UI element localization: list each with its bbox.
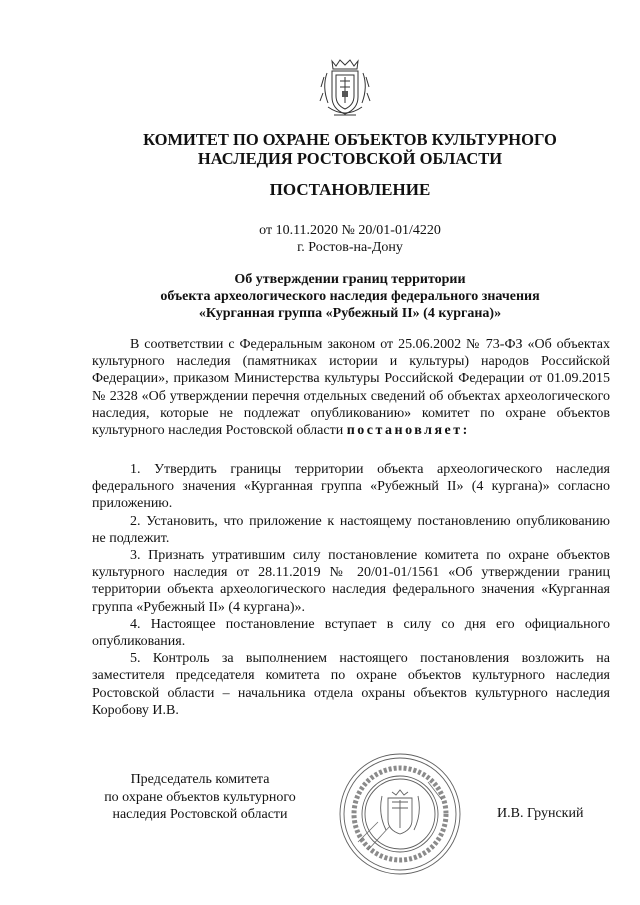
org-line-2: НАСЛЕДИЯ РОСТОВСКОЙ ОБЛАСТИ (197, 149, 503, 168)
decree-item-1: 1. Утвердить границы территории объекта археологического наследия федерального значения «Курганная группа «Рубежный II» (4 кургана)» согласно приложению. (92, 462, 610, 512)
signatory-title (80, 771, 320, 824)
decree-item-4: 4. Настоящее постановление вступает в силу со дня его официального опубликования. (92, 616, 610, 650)
document-subject (100, 271, 600, 322)
decree-items (92, 461, 610, 719)
document-meta (100, 222, 600, 256)
date-number: от 10.11.2020 № 20/01-01/4220 (259, 223, 441, 238)
official-seal-icon (338, 752, 462, 876)
signatory-title-line-3: наследия Ростовской области (112, 807, 288, 822)
decree-word: постановляет: (346, 423, 470, 439)
decree-item-2: 2. Установить, что приложение к настоящему постановлению опубликованию не подлежит. (92, 513, 610, 546)
intro-paragraph (92, 336, 610, 439)
signatory-title-line-2: по охране объектов культурного (104, 789, 296, 805)
coat-of-arms-icon (318, 57, 372, 121)
subject-line-3: «Курганная группа «Рубежный II» (4 кургана)» (198, 306, 502, 321)
organization-name (100, 130, 600, 168)
subject-line-2: объекта археологического наследия федерального значения (160, 289, 540, 304)
subject-line-1: Об утверждении границ территории (234, 272, 466, 287)
decree-item-3: 3. Признать утратившим силу постановление комитета по охране объектов культурного наследия от 28.11.2019 № 20/01-01/1561 «Об утверждении границ территории объекта археологического наследия федерального значения «Курганная группа «Рубежный II» (4 кургана)». (92, 548, 610, 615)
city: г. Ростов-на-Дону (297, 240, 403, 255)
decree-item-5: 5. Контроль за выполнением настоящего постановления возложить на заместителя председателя комитета по охране объектов культурного наследия Ростовской области – начальника отдела охраны объектов культурного наследия Коробову И.В. (92, 651, 610, 718)
intro-text: В соответствии с Федеральным законом от 25.06.2002 № 73-ФЗ «Об объектах культурного наследия (памятниках истории и культуры) народов Российской Федерации», приказом Министерства культуры Российской Федерации от 01.09.2015 № 2328 «Об утверждении перечня отдельных сведений об объектах археологического наследия, которые не подлежат опубликованию» комитет по охране объектов культурного наследия Ростовской области (92, 337, 610, 439)
org-line-1: КОМИТЕТ ПО ОХРАНЕ ОБЪЕКТОВ КУЛЬТУРНОГО (143, 130, 557, 149)
signatory-title-line-1: Председатель комитета (130, 772, 270, 787)
signatory-name: И.В. Грунский (497, 806, 584, 821)
document-type: ПОСТАНОВЛЕНИЕ (269, 180, 431, 199)
